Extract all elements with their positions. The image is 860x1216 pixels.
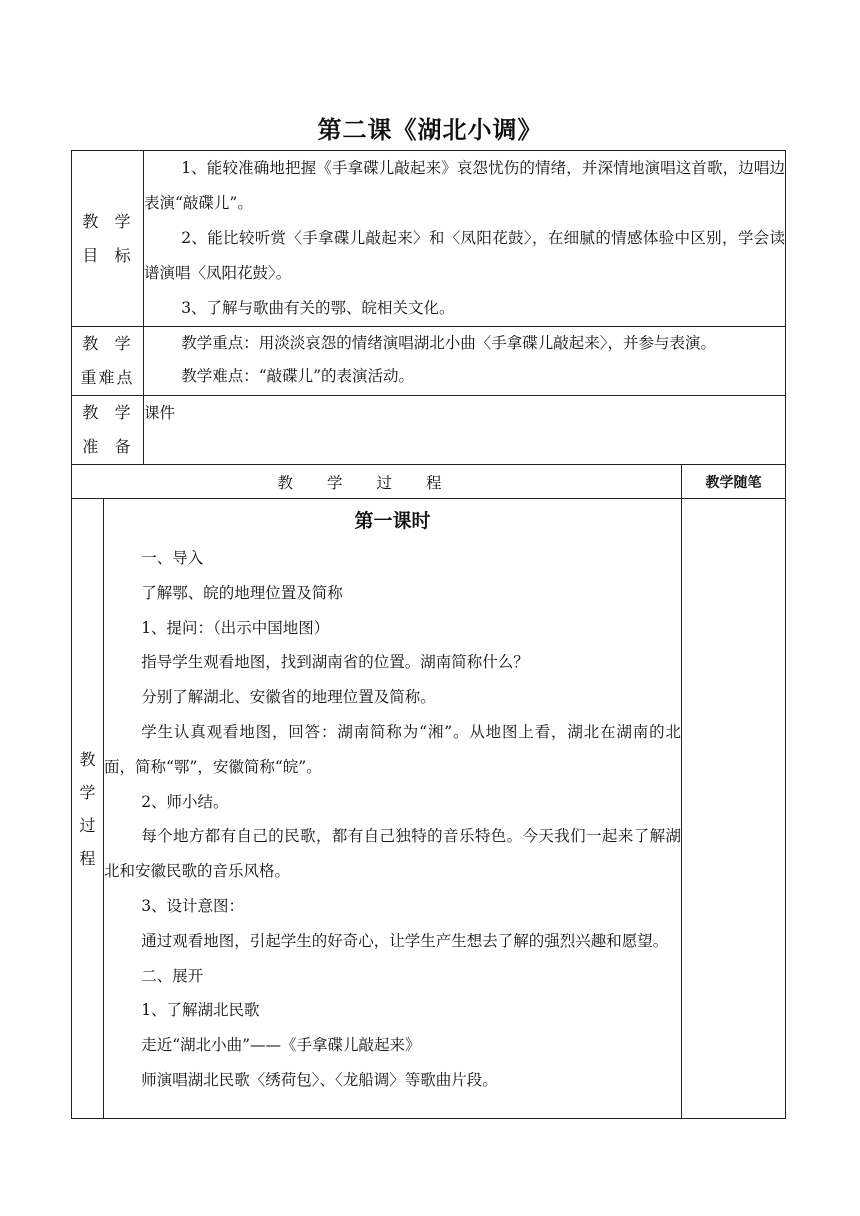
objectives-label-bottom: 目 标 [82,245,133,265]
preparation-label [72,396,144,465]
process-line: 师演唱湖北民歌〈绣荷包〉、〈龙船调〉等歌曲片段。 [141,1070,498,1089]
session-title: 第一课时 [354,510,431,532]
key-points-content [144,327,786,396]
process-line: 3、设计意图： [141,896,245,915]
process-label-char: 教 [79,749,96,769]
preparation-content [144,396,786,465]
process-line: 二、展开 [141,966,204,985]
process-label-char: 学 [79,782,96,802]
process-line: 指导学生观看地图，找到湖南省的位置。湖南简称什么？ [141,653,529,672]
process-line: 2、师小结。 [141,792,229,811]
process-line: 每个地方都有自己的民歌，都有自己独特的音乐特色。今天我们一起来了解湖北和安徽民歌的音乐风格。 [104,827,681,881]
process-line: 1、提问：（出示中国地图） [141,618,330,637]
preparation-row [72,396,786,465]
notes-header: 教学随笔 [682,465,786,499]
objectives-label-top: 教 学 [82,211,133,231]
objective-item: 1、能较准确地把握《手拿碟儿敲起来》哀怨忧伤的情绪，并深情地演唱这首歌，边唱边表演“敲碟儿”。 [144,159,785,212]
preparation-label-top: 教 学 [82,403,133,422]
preparation-label-bottom: 准 备 [82,437,133,456]
key-point-item: 教学难点：“敲碟儿”的表演活动。 [181,367,415,385]
process-label-char: 过 [79,815,96,835]
process-header-label: 教学过程 [277,473,476,492]
process-line: 走近“湖北小曲”——《手拿碟儿敲起来》 [141,1036,421,1055]
page-title: 第二课《湖北小调》 [317,116,543,144]
process-lines [104,541,681,1098]
process-line: 分别了解湖北、安徽省的地理位置及简称。 [141,688,436,707]
key-points-label [72,327,144,396]
process-line: 学生认真观看地图，回答：湖南简称为“湘”。从地图上看，湖北在湖南的北面，简称“鄂”，安徽简称“皖”。 [104,722,681,776]
key-point-item: 教学重点：用淡淡哀怨的情绪演唱湖北小曲〈手拿碟儿敲起来〉，并参与表演。 [181,334,716,352]
process-label-char: 程 [79,848,96,868]
process-line: 一、导入 [141,549,204,567]
key-points-row [72,327,786,396]
process-header-row [72,465,786,499]
objective-item: 3、了解与歌曲有关的鄂、皖相关文化。 [181,299,455,317]
key-points-label-bottom: 重难点 [80,368,135,387]
lesson-plan-table [71,150,786,1119]
notes-column [682,499,786,1119]
objectives-label [72,151,144,327]
objectives-row [72,151,786,327]
key-points-label-top: 教 学 [82,334,133,353]
process-vertical-label [72,499,104,1119]
preparation-text: 课件 [144,404,176,422]
process-content [104,499,682,1119]
objectives-content [144,151,786,327]
process-line: 1、了解湖北民歌 [141,1001,260,1020]
process-line: 通过观看地图，引起学生的好奇心，让学生产生想去了解的强烈兴趣和愿望。 [141,931,669,950]
process-row [72,499,786,1119]
objective-item: 2、能比较听赏〈手拿碟儿敲起来〉和〈凤阳花鼓〉，在细腻的情感体验中区别，学会读谱演唱〈凤阳花鼓〉。 [144,229,785,282]
process-header [72,465,682,499]
process-line: 了解鄂、皖的地理位置及简称 [141,583,343,602]
